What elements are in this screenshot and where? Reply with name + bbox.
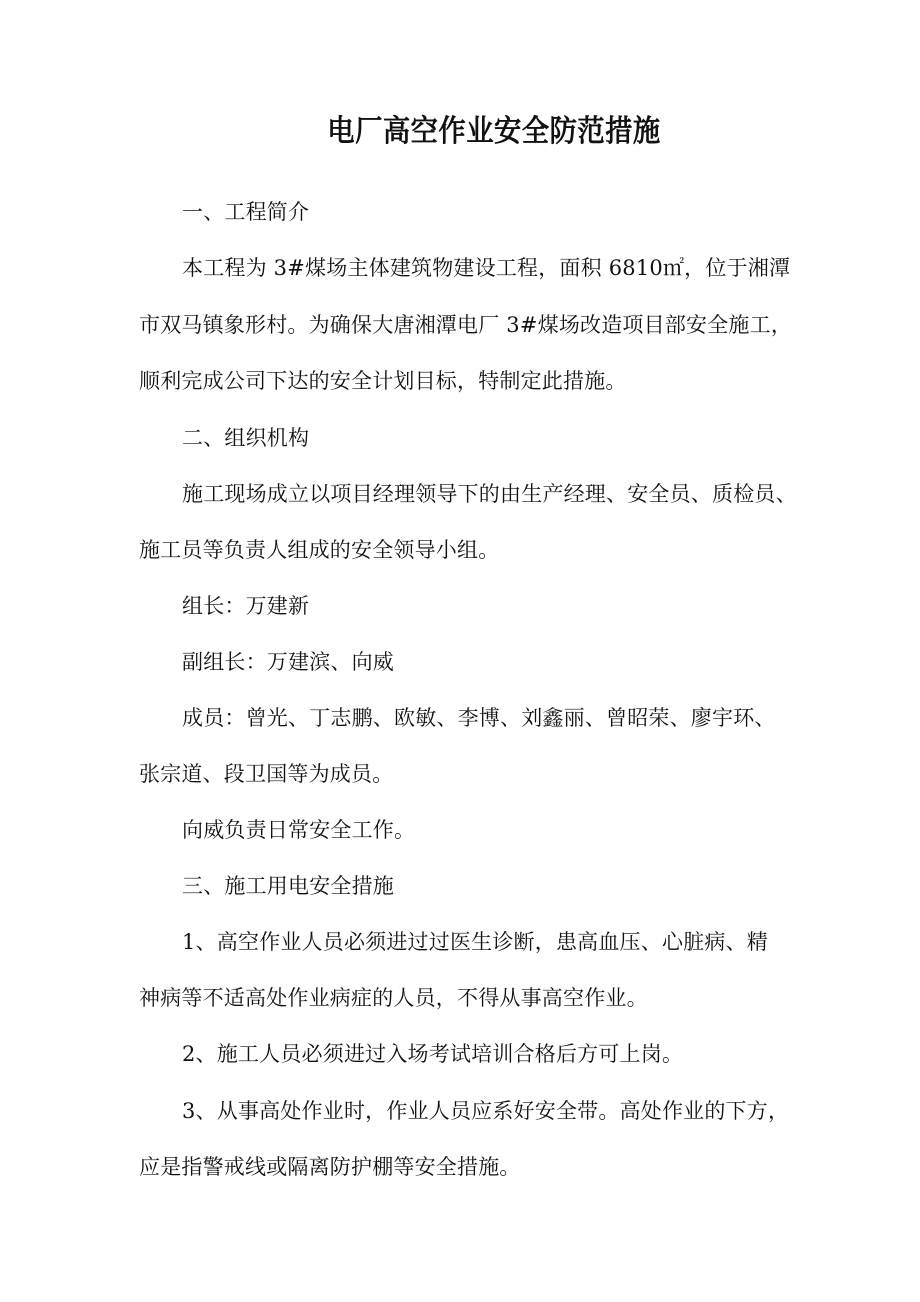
paragraph-line: 张宗道、段卫国等为成员。 — [139, 762, 394, 786]
paragraph-line: 施工员等负责人组成的安全领导小组。 — [139, 538, 500, 562]
paragraph-line: 成员：曾光、丁志鹏、欧敏、李博、刘鑫丽、曾昭荣、廖宇环、 — [182, 706, 776, 730]
section-heading-2: 二、组织机构 — [182, 426, 310, 450]
paragraph-line: 市双马镇象形村。为确保大唐湘潭电厂 3#煤场改造项目部安全施工， — [139, 313, 793, 337]
paragraph-line: 顺利完成公司下达的安全计划目标，特制定此措施。 — [139, 369, 627, 393]
list-item-line: 神病等不适高处作业病症的人员，不得从事高空作业。 — [139, 986, 648, 1010]
list-item-line: 应是指警戒线或隔离防护棚等安全措施。 — [139, 1155, 521, 1179]
paragraph-line: 向威负责日常安全工作。 — [182, 818, 416, 842]
section-heading-3: 三、施工用电安全措施 — [182, 874, 394, 898]
paragraph-line: 本工程为 3#煤场主体建筑物建设工程，面积 6810㎡，位于湘潭 — [182, 256, 791, 280]
paragraph-line: 组长：万建新 — [182, 594, 310, 618]
section-heading-1: 一、工程简介 — [182, 200, 310, 224]
paragraph-line: 副组长：万建滨、向威 — [182, 650, 394, 674]
document-title: 电厂高空作业安全防范措施 — [327, 114, 661, 149]
list-item-line: 3、从事高处作业时，作业人员应系好安全带。高处作业的下方， — [182, 1099, 790, 1123]
list-item-line: 2、施工人员必须进过入场考试培训合格后方可上岗。 — [182, 1042, 684, 1066]
list-item-line: 1、高空作业人员必须进过过医生诊断，患高血压、心脏病、精 — [182, 930, 768, 954]
paragraph-line: 施工现场成立以项目经理领导下的由生产经理、安全员、质检员、 — [182, 482, 797, 506]
